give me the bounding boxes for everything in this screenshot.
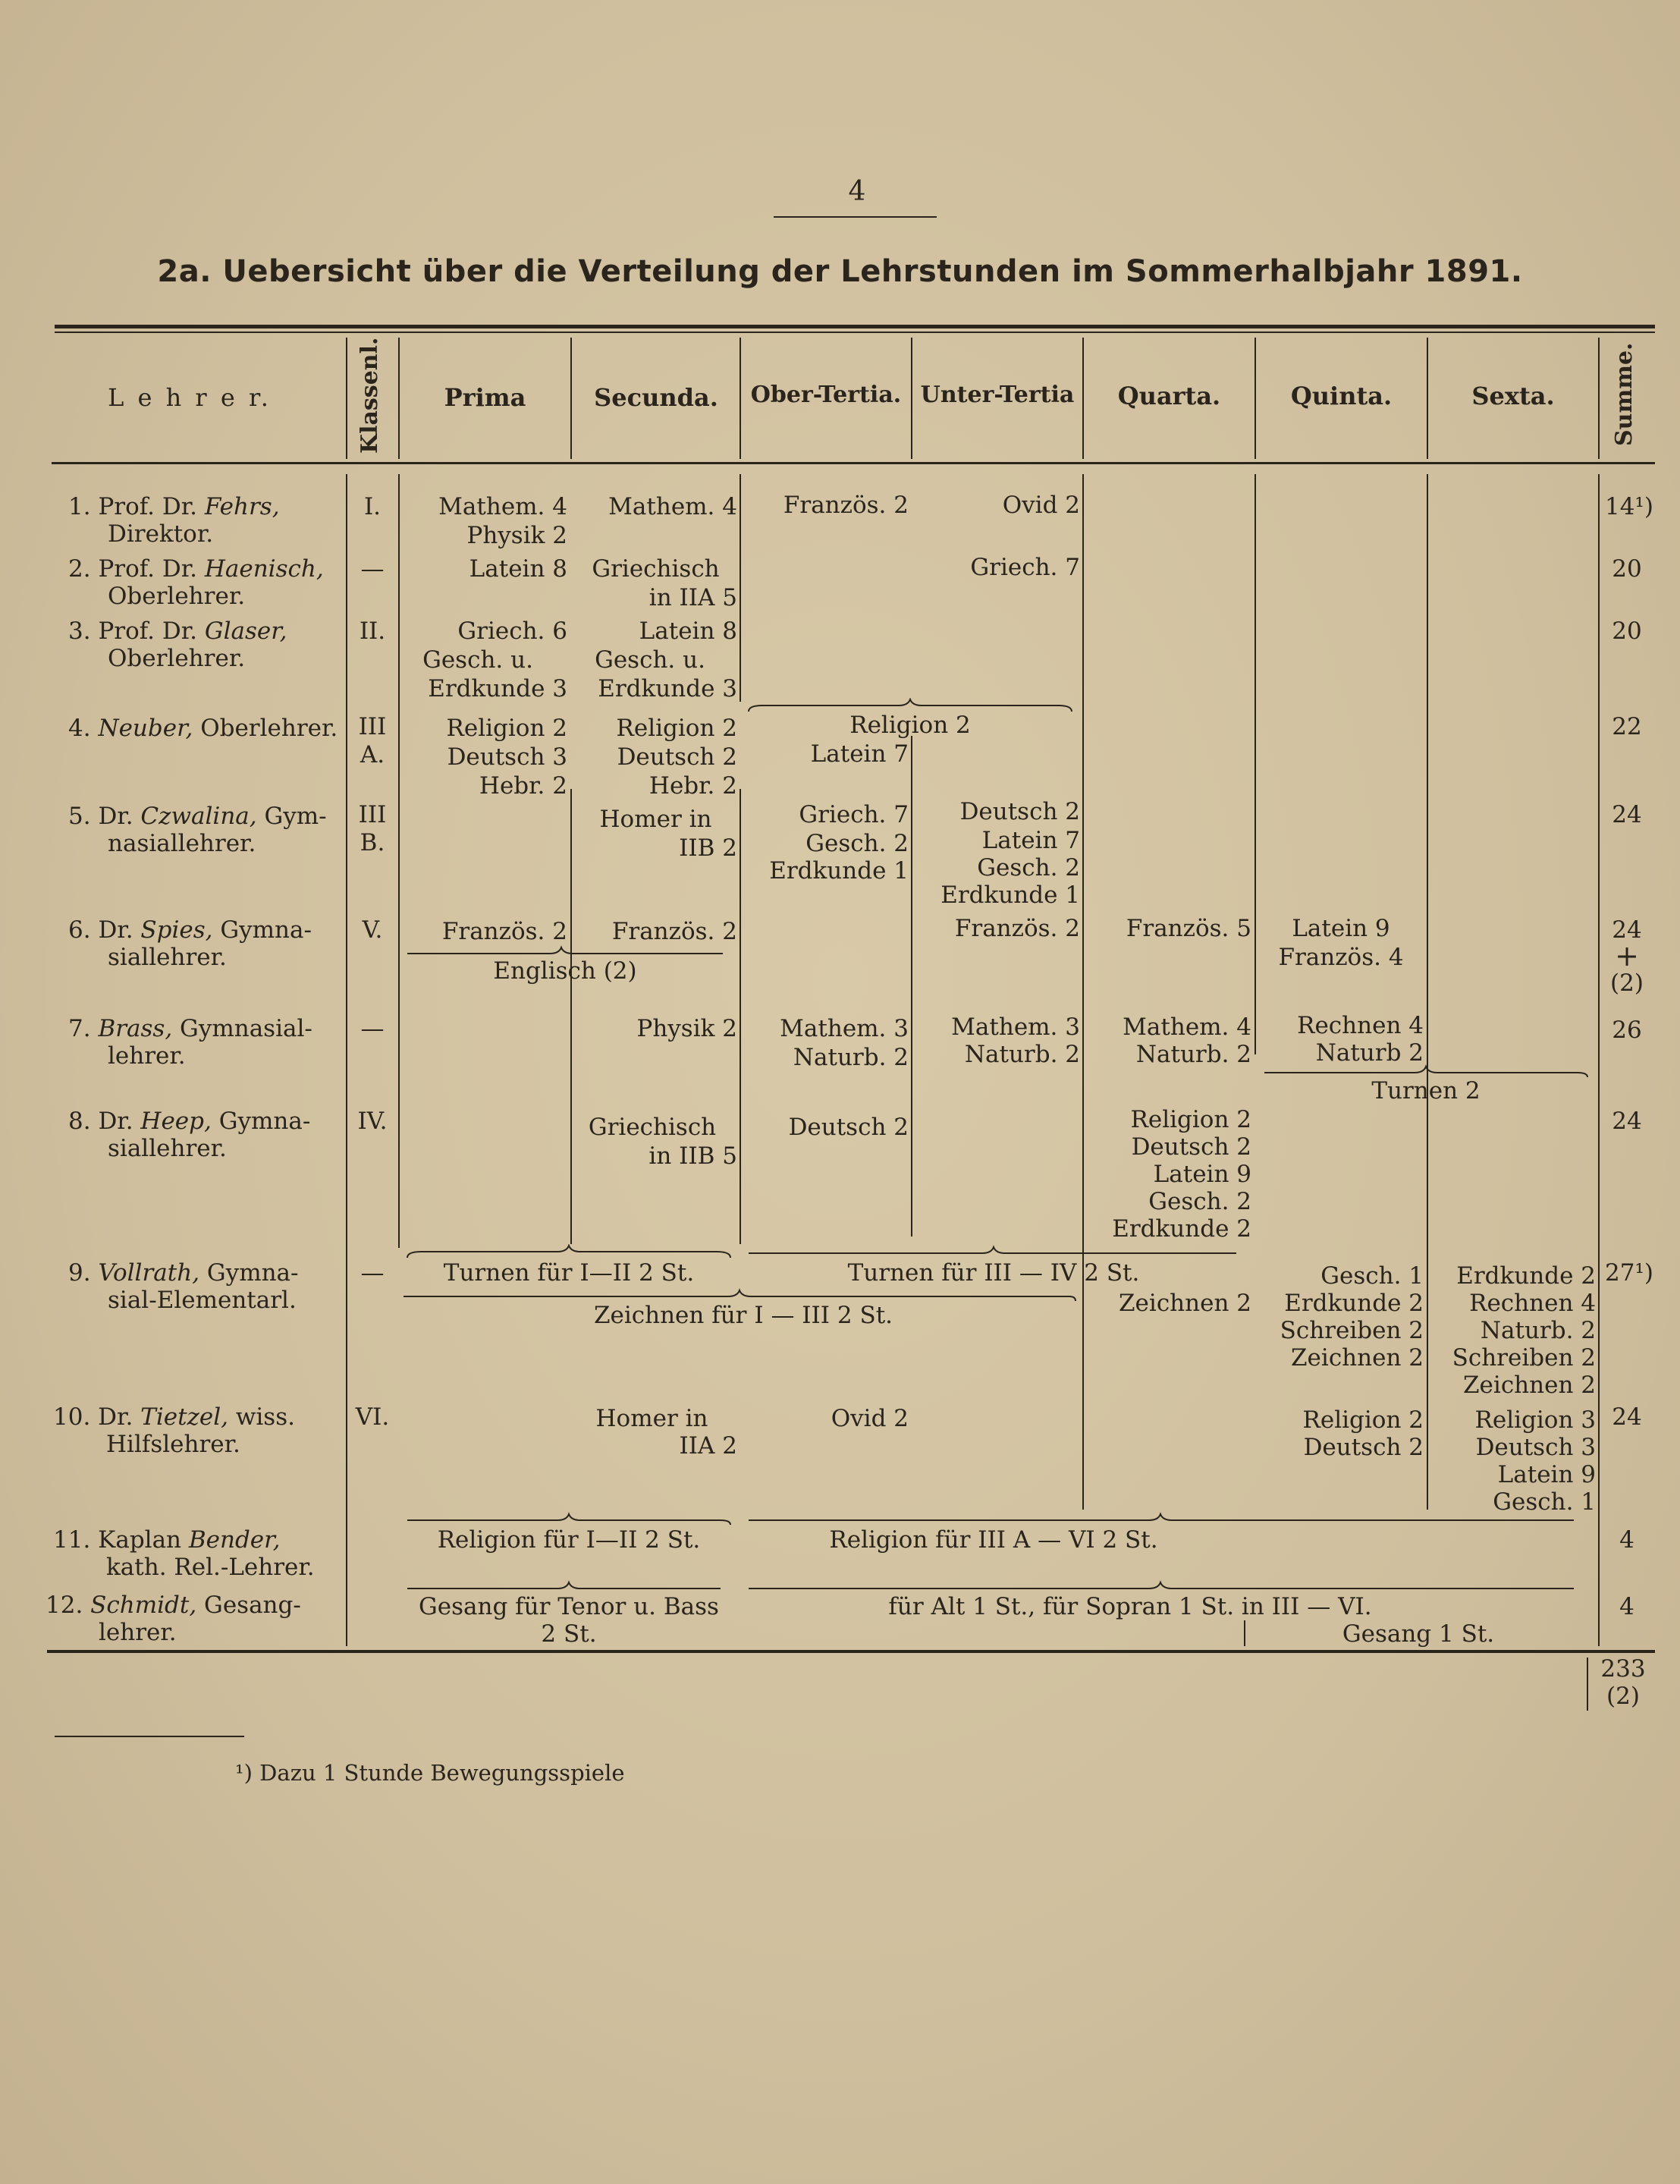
r7-quinta-1: Rechnen 4 (1297, 1012, 1424, 1039)
klasse-2: — (360, 555, 385, 583)
r5-unter-4: Erdkunde 1 (940, 881, 1080, 909)
summe-4: 22 (1612, 713, 1642, 740)
r8-quarta-1: Religion 2 (1130, 1106, 1251, 1133)
r6-quinta-1: Latein 9 (1292, 915, 1390, 942)
page-number-rule (774, 216, 937, 218)
top-rule-thin (55, 332, 1655, 333)
body-divider-summe (1598, 474, 1600, 1646)
header-rule (52, 462, 1655, 464)
teacher-12 (46, 1592, 301, 1646)
summe-6: 24 (1612, 916, 1642, 944)
top-rule-thick (55, 325, 1655, 328)
teacher-2-name: Haenisch, (204, 555, 324, 583)
r10-quinta-1: Religion 2 (1302, 1406, 1424, 1434)
teacher-6-post: Gymna- (212, 916, 312, 944)
r6-quarta-1: Französ. 5 (1126, 915, 1251, 942)
teacher-11 (53, 1526, 315, 1581)
r5-unter-3: Gesch. 2 (977, 854, 1080, 881)
teacher-7-name: Brass, (98, 1015, 173, 1042)
summe-5: 24 (1612, 801, 1642, 828)
r5-unter-2: Latein 7 (981, 827, 1080, 854)
header-summe: Summe. (1611, 342, 1638, 446)
teacher-4-post: Oberlehrer. (193, 715, 338, 742)
teacher-1 (68, 493, 280, 548)
teacher-1-num: 1. (68, 493, 91, 520)
teacher-1-pre: Prof. Dr. (98, 493, 205, 520)
r10-ober-1: Ovid 2 (831, 1405, 909, 1432)
r9-sexta-4: Schreiben 2 (1452, 1344, 1596, 1372)
r3-secunda-1: Latein 8 (639, 617, 737, 645)
klasse-8: IV. (357, 1108, 388, 1135)
teacher-6 (68, 916, 312, 971)
r8-quarta-2: Deutsch 2 (1131, 1133, 1251, 1161)
summe-2: 20 (1612, 555, 1642, 583)
r6-span-englisch: Englisch (2) (493, 957, 637, 985)
teacher-2 (68, 555, 324, 610)
teacher-3 (68, 617, 287, 672)
brace-religion-2 (747, 1511, 1578, 1528)
teacher-6-title: siallehrer. (108, 944, 227, 971)
brace-turnen-1 (406, 1244, 732, 1261)
teacher-7-post: Gymnasial- (172, 1015, 312, 1042)
r11-span-religion-2: Religion für III A — VI 2 St. (829, 1526, 1158, 1554)
teacher-8-post: Gymna- (211, 1108, 311, 1135)
r5-ober-2: Gesch. 2 (805, 830, 909, 857)
r10-secunda-2: IIA 2 (679, 1432, 737, 1460)
brace-religion-1 (406, 1511, 732, 1528)
teacher-9-name: Vollrath, (98, 1259, 200, 1287)
r7-ober-1: Mathem. 3 (780, 1015, 909, 1042)
r11-span-religion-1: Religion für I—II 2 St. (437, 1526, 701, 1554)
r9-sexta-5: Zeichnen 2 (1463, 1372, 1596, 1399)
header-sexta: Sexta. (1471, 382, 1555, 410)
summe-3: 20 (1612, 617, 1642, 645)
r8-quarta-5: Erdkunde 2 (1112, 1215, 1251, 1243)
r5-unter-1: Deutsch 2 (959, 798, 1080, 825)
r8-quarta-3: Latein 9 (1153, 1161, 1251, 1188)
col-divider-klassen (346, 338, 347, 459)
summe-6-extra: (2) (1610, 969, 1644, 997)
total-sum: 233 (1600, 1655, 1646, 1683)
r4-span-religion: Religion 2 (849, 712, 971, 739)
r6-secunda-1: Französ. 2 (611, 918, 737, 945)
teacher-5 (68, 803, 327, 857)
body-divider-ober-b (740, 789, 741, 1244)
teacher-5-name: Czwalina, (140, 803, 257, 830)
r9-span-zeichnen: Zeichnen für I — III 2 St. (593, 1302, 893, 1329)
header-quarta: Quarta. (1117, 382, 1221, 410)
header-ober-tertia: Ober-Tertia. (750, 382, 902, 408)
r7-quinta-2: Naturb 2 (1315, 1039, 1424, 1067)
r9-quinta-3: Schreiben 2 (1280, 1317, 1424, 1344)
klasse-4: III (358, 713, 387, 740)
teacher-11-name: Bender, (188, 1526, 281, 1554)
r8-quarta-4: Gesch. 2 (1148, 1188, 1251, 1215)
body-divider-quarta (1082, 474, 1084, 1510)
r4-ober-1: Latein 7 (810, 740, 909, 768)
header-prima: Prima (444, 383, 526, 412)
teacher-2-title: Oberlehrer. (108, 583, 246, 610)
teacher-6-name: Spies, (140, 916, 213, 944)
r4-prima-1: Religion 2 (446, 715, 567, 742)
body-divider-ober-a (740, 474, 741, 702)
klasse-1: I. (363, 493, 382, 520)
teacher-5-num: 5. (68, 803, 91, 830)
teacher-10-pre: Dr. (98, 1403, 141, 1431)
r6-quinta-2: Französ. 4 (1278, 944, 1404, 971)
body-divider-unter (911, 736, 912, 1237)
summe-1: 14¹) (1605, 493, 1653, 520)
r5-ober-3: Erdkunde 1 (769, 857, 909, 885)
teacher-2-pre: Prof. Dr. (98, 555, 205, 583)
body-divider-secunda-a (570, 789, 572, 1244)
r8-secunda-2: in IIB 5 (648, 1142, 737, 1170)
teacher-7-title: lehrer. (108, 1042, 186, 1070)
r2-secunda-2: in IIA 5 (648, 584, 737, 611)
teacher-4-num: 4. (68, 715, 91, 742)
gesang-divider (1244, 1620, 1245, 1646)
r9-span-turnen-1: Turnen für I—II 2 St. (443, 1259, 695, 1287)
footnote: ¹) Dazu 1 Stunde Bewegungsspiele (235, 1760, 625, 1786)
r10-secunda-1: Homer in (595, 1405, 708, 1432)
teacher-8-num: 8. (68, 1108, 91, 1135)
teacher-9-title: sial-Elementarl. (108, 1287, 297, 1314)
teacher-1-title: Direktor. (108, 520, 214, 548)
r9-sexta-1: Erdkunde 2 (1456, 1262, 1596, 1290)
teacher-5-pre: Dr. (98, 803, 141, 830)
page-number: 4 (848, 176, 866, 207)
r3-prima-2: Gesch. u. (422, 646, 533, 674)
teacher-3-name: Glaser, (204, 617, 287, 645)
r3-prima-3: Erdkunde 3 (428, 675, 567, 702)
teacher-11-pre: Kaplan (98, 1526, 189, 1554)
r1-ober-1: Französ. 2 (783, 492, 909, 519)
header-lehrer: L e h r e r. (108, 383, 272, 412)
teacher-6-pre: Dr. (98, 916, 141, 944)
teacher-10-name: Tietzel, (140, 1403, 228, 1431)
r4-prima-2: Deutsch 3 (447, 743, 567, 771)
r9-span-turnen-2: Turnen für III — IV 2 St. (847, 1259, 1140, 1287)
r9-sexta-2: Rechnen 4 (1469, 1290, 1596, 1317)
r9-quinta-4: Zeichnen 2 (1291, 1344, 1424, 1372)
r3-prima-1: Griech. 6 (457, 617, 567, 645)
r4-prima-3: Hebr. 2 (479, 772, 567, 800)
r2-secunda-1: Griechisch (592, 555, 720, 583)
teacher-7 (68, 1015, 312, 1070)
r1-secunda-1: Mathem. 4 (608, 493, 737, 520)
teacher-8 (68, 1108, 310, 1162)
r12-span-gesang-2: für Alt 1 St., für Sopran 1 St. in III — VI. (888, 1593, 1372, 1620)
teacher-3-title: Oberlehrer. (108, 645, 246, 672)
r8-ober-1: Deutsch 2 (788, 1114, 909, 1141)
teacher-9-post: Gymna- (199, 1259, 299, 1287)
summe-12: 4 (1619, 1593, 1634, 1620)
r5-ober-1: Griech. 7 (799, 801, 909, 828)
r1-unter-1: Ovid 2 (1002, 492, 1080, 519)
klasse-4b: A. (360, 741, 385, 768)
klasse-7: — (360, 1015, 385, 1042)
r8-secunda-1: Griechisch (588, 1114, 717, 1141)
r10-quinta-2: Deutsch 2 (1303, 1434, 1424, 1461)
teacher-10 (53, 1403, 295, 1458)
body-divider-klassen (346, 474, 347, 1646)
r1-prima-1: Mathem. 4 (438, 493, 567, 520)
summe-8: 24 (1612, 1108, 1642, 1135)
teacher-9 (68, 1259, 299, 1314)
r4-secunda-2: Deutsch 2 (617, 743, 737, 771)
teacher-10-num: 10. (53, 1403, 91, 1431)
bottom-rule (47, 1650, 1655, 1653)
summe-6-plus: + (1615, 939, 1639, 973)
r7-quarta-1: Mathem. 4 (1123, 1013, 1251, 1041)
r12-span-gesang-2b: Gesang 1 St. (1342, 1620, 1495, 1648)
teacher-9-num: 9. (68, 1259, 91, 1287)
teacher-3-num: 3. (68, 617, 91, 645)
header-quinta: Quinta. (1290, 382, 1393, 410)
r6-unter-1: Französ. 2 (954, 915, 1080, 942)
teacher-12-title: lehrer. (99, 1619, 177, 1646)
r9-quinta-2: Erdkunde 2 (1284, 1290, 1424, 1317)
page-title: 2a. Uebersicht über die Verteilung der Lehrstunden im Sommerhalbjahr 1891. (157, 254, 1523, 289)
col-divider-summe (1598, 338, 1600, 459)
teacher-5-title: nasiallehrer. (108, 830, 256, 857)
total-extra: (2) (1606, 1683, 1640, 1710)
r5-secunda-1: Homer in (599, 806, 712, 833)
r7-ober-2: Naturb. 2 (793, 1044, 909, 1071)
r2-prima-1: Latein 8 (469, 555, 567, 583)
teacher-2-num: 2. (68, 555, 91, 583)
teacher-11-title: kath. Rel.-Lehrer. (106, 1554, 315, 1581)
r7-unter-2: Naturb. 2 (964, 1041, 1080, 1068)
teacher-10-post: wiss. (228, 1403, 295, 1431)
teacher-8-name: Heep, (140, 1108, 212, 1135)
klasse-3: II. (359, 617, 386, 645)
body-divider-quinta (1255, 474, 1256, 1054)
r7-unter-1: Mathem. 3 (951, 1013, 1080, 1041)
teacher-12-name: Schmidt, (90, 1592, 197, 1619)
r5-secunda-2: IIB 2 (679, 834, 737, 862)
r7-secunda-1: Physik 2 (636, 1015, 737, 1042)
brace-turnen-2 (747, 1244, 1240, 1261)
klasse-5b: B. (360, 829, 385, 856)
klasse-5: III (358, 801, 387, 828)
klasse-9: — (360, 1259, 385, 1287)
klasse-10: VI. (355, 1403, 390, 1431)
body-divider-prima (398, 474, 400, 1248)
header-unter-tertia: Unter-Tertia (920, 382, 1075, 408)
teacher-11-num: 11. (53, 1526, 91, 1554)
teacher-4-name: Neuber, (98, 715, 193, 742)
r2-unter-1: Griech. 7 (970, 554, 1080, 581)
summe-9: 27¹) (1605, 1259, 1653, 1287)
r4-secunda-1: Religion 2 (616, 715, 737, 742)
teacher-6-num: 6. (68, 916, 91, 944)
r9-sexta-3: Naturb. 2 (1480, 1317, 1596, 1344)
r10-sexta-4: Gesch. 1 (1493, 1488, 1596, 1516)
r7-span-turnen: Turnen 2 (1371, 1077, 1481, 1105)
r7-quarta-2: Naturb. 2 (1135, 1041, 1251, 1068)
r4-secunda-3: Hebr. 2 (648, 772, 737, 800)
r12-span-gesang-1: Gesang für Tenor u. Bass (419, 1593, 719, 1620)
summe-7: 26 (1612, 1017, 1642, 1044)
body-divider-sexta (1427, 474, 1428, 1510)
r10-sexta-1: Religion 3 (1474, 1406, 1596, 1434)
r12-span-gesang-1b: 2 St. (541, 1620, 597, 1648)
teacher-8-pre: Dr. (98, 1108, 141, 1135)
r6-prima-1: Französ. 2 (441, 918, 567, 945)
total-divider (1587, 1658, 1588, 1711)
teacher-5-post: Gym- (256, 803, 327, 830)
teacher-10-title: Hilfslehrer. (106, 1431, 240, 1458)
teacher-1-name: Fehrs, (204, 493, 280, 520)
r10-sexta-3: Latein 9 (1497, 1461, 1596, 1488)
header-secunda: Secunda. (594, 383, 718, 412)
r9-quarta-1: Zeichnen 2 (1119, 1290, 1251, 1317)
teacher-3-pre: Prof. Dr. (98, 617, 205, 645)
r3-secunda-2: Gesch. u. (595, 646, 705, 674)
r3-secunda-3: Erdkunde 3 (598, 675, 737, 702)
r1-prima-2: Physik 2 (466, 522, 567, 549)
klasse-6: V. (362, 916, 383, 944)
teacher-7-num: 7. (68, 1015, 91, 1042)
summe-10: 24 (1612, 1403, 1642, 1431)
footnote-rule (55, 1736, 244, 1737)
r10-sexta-2: Deutsch 3 (1475, 1434, 1596, 1461)
header-klassenl: Klassenl. (356, 337, 383, 454)
teacher-8-title: siallehrer. (108, 1135, 227, 1162)
teacher-12-num: 12. (46, 1592, 83, 1619)
r9-quinta-1: Gesch. 1 (1320, 1262, 1424, 1290)
teacher-4 (68, 715, 338, 742)
summe-11: 4 (1619, 1526, 1634, 1554)
teacher-12-post: Gesang- (196, 1592, 301, 1619)
